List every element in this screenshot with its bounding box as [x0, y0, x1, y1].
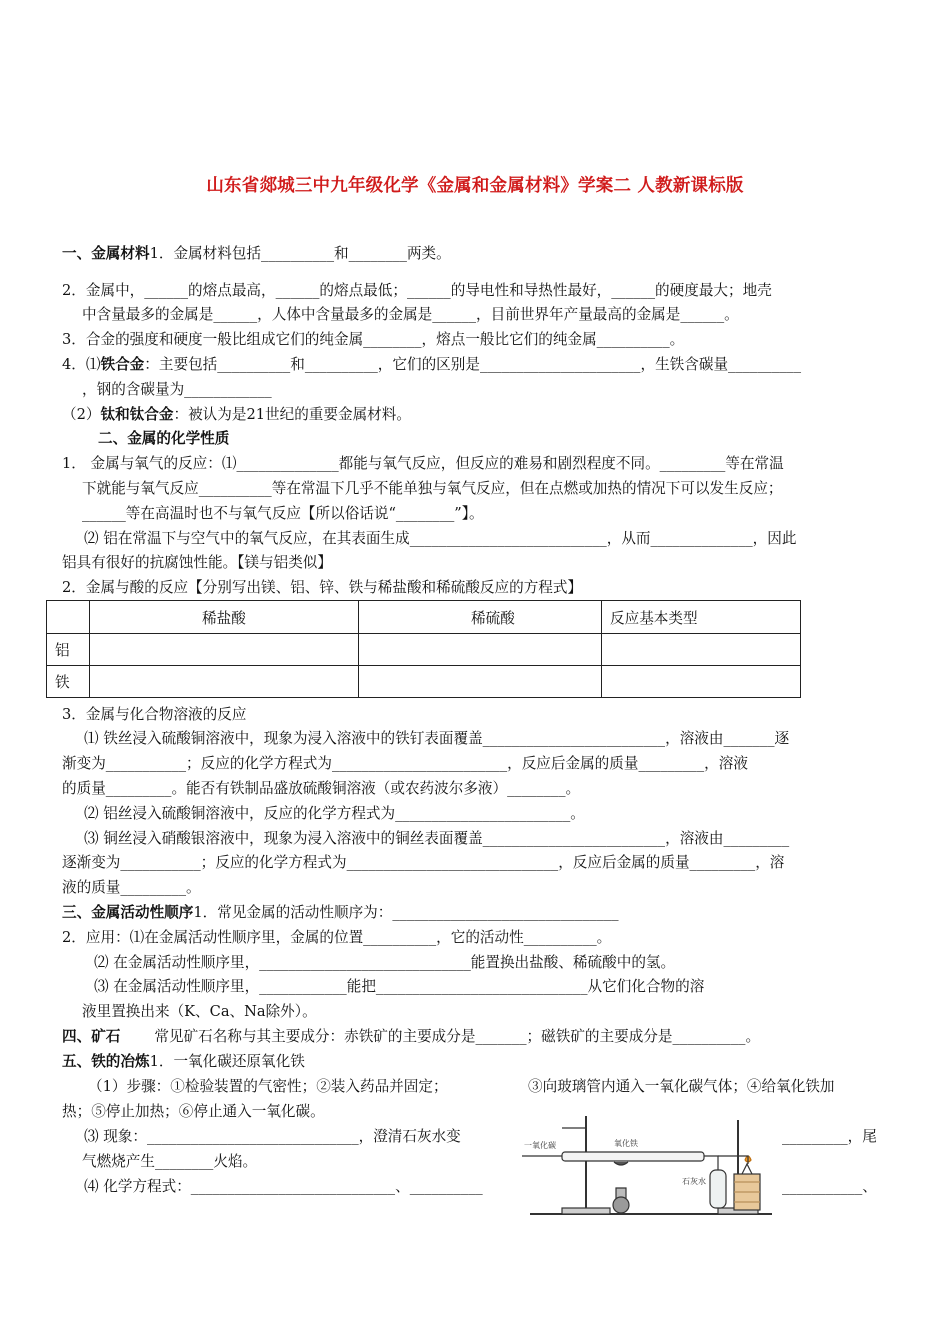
q4-text-cont: ，钢的含碳量为____________ — [82, 381, 272, 398]
s5-equation-text-b: ___________、 — [782, 1178, 877, 1195]
co-reduction-apparatus-figure — [522, 1108, 780, 1220]
s2-q2-text: 2．金属与酸的反应【分别写出镁、铝、锌、铁与稀盐酸和稀硫酸反应的方程式】 — [62, 579, 583, 596]
s3-q2-3-text: ⑶ 在金属活动性顺序里，____________能把_____________________________从它们化合物的溶 — [94, 978, 705, 995]
section-3-heading: 三、金属活动性顺序 — [62, 904, 194, 921]
limewater-label: 石灰水 — [682, 1177, 706, 1186]
s2-q1-2-text: ⑵ 铝在常温下与空气中的氧气反应，在其表面生成___________________________，从而______________，因此 — [84, 530, 797, 547]
s2-q1-text-2: 下就能与氧气反应__________等在常温下几乎不能单独与氧气反应，但在点燃或加热的情况下可以发生反应； — [82, 480, 783, 497]
s3-q2-3-text-2: 液里置换出来（K、Ca、Na除外）。 — [82, 1003, 317, 1020]
table-cell — [359, 666, 602, 698]
table-header-cell: 反应基本类型 — [602, 601, 801, 634]
s2-q3-1-text-3: 的质量_________。能否有铁制品盛放硫酸铜溶液（或农药波尔多液）________。 — [62, 780, 581, 797]
s5-equation-text: ⑷ 化学方程式：____________________________、__________ — [84, 1178, 483, 1195]
section-1-heading: 一、金属材料 — [62, 245, 150, 262]
q3-text: 3．合金的强度和硬度一般比组成它们的纯金属________，熔点一般比它们的纯金属__________。 — [62, 331, 685, 348]
section-4-line: 四、矿石 常见矿石名称与其主要成分：赤铁矿的主要成分是_______；磁铁矿的主要成分是__________。 — [62, 1028, 761, 1045]
s2-q1-2-text-2: 铝具有很好的抗腐蚀性能。【镁与铝类似】 — [62, 554, 332, 571]
table-cell — [359, 634, 602, 666]
table-cell: 铁 — [47, 666, 90, 698]
q4-2-text: （2）钛和钛合金：被认为是21世纪的重要金属材料。 — [62, 406, 411, 423]
s2-q3-3-text-3: 液的质量_________。 — [62, 879, 201, 896]
s3-q2-text: 2．应用：⑴在金属活动性顺序里，金属的位置__________，它的活动性__________。 — [62, 929, 612, 946]
s2-q3-text: 3．金属与化合物溶液的反应 — [62, 706, 247, 723]
s5-steps-text-2: 热；⑤停止加热；⑥停止通入一氧化碳。 — [62, 1103, 325, 1120]
section-5-heading: 五、铁的冶炼 — [62, 1053, 150, 1070]
q2-text-cont: 中含量最多的金属是______，人体中含量最多的金属是______，目前世界年产量最高的金属是______。 — [82, 306, 739, 323]
table-header-cell — [47, 601, 90, 634]
q2-text: 2．金属中，______的熔点最高，______的熔点最低；______的导电性和导热性最好，______的硬度最大；地壳 — [62, 282, 772, 299]
q4-text: 4．⑴铁合金：主要包括__________和__________，它们的区别是______________________，生铁含碳量__________ — [62, 356, 802, 373]
s5-phenomenon-text-b: _________，尾 — [782, 1128, 877, 1145]
iron-alloy-term: 铁合金 — [100, 356, 145, 373]
section-1-line-1 — [62, 244, 451, 264]
s5-phenomenon-text: ⑶ 现象：_____________________________，澄清石灰水变 — [84, 1128, 461, 1145]
s5-steps-text: （1）步骤：①检验装置的气密性；②装入药品并固定； — [88, 1078, 448, 1095]
s3-q2-2-text: ⑵ 在金属活动性顺序里，_____________________________能置换出盐酸、稀硫酸中的氢。 — [94, 954, 676, 971]
table-cell: 铝 — [47, 634, 90, 666]
table-row — [47, 666, 801, 698]
table-header-row — [47, 601, 801, 634]
table-cell — [90, 666, 359, 698]
s2-q3-3-text: ⑶ 铜丝浸入硝酸银溶液中，现象为浸入溶液中的铜丝表面覆盖_________________________，溶液由_________ — [84, 830, 790, 847]
s5-steps-text-b: ③向玻璃管内通入一氧化碳气体；④给氧化铁加 — [528, 1078, 835, 1095]
table-cell — [602, 634, 801, 666]
table-cell — [90, 634, 359, 666]
table-header-cell: 稀硫酸 — [359, 601, 602, 634]
section-4-heading: 四、矿石 — [62, 1028, 121, 1045]
s2-q3-3-text-2: 逐渐变为___________；反应的化学方程式为_____________________________，反应后金属的质量_________，溶 — [62, 854, 785, 871]
s2-q3-2-text: ⑵ 铝丝浸入硫酸铜溶液中，反应的化学方程式为________________________。 — [84, 805, 585, 822]
s2-q3-1-text-2: 渐变为___________；反应的化学方程式为________________________，反应后金属的质量_________，溶液 — [62, 755, 748, 772]
page-title: 山东省郯城三中九年级化学《金属和金属材料》学案二 人教新课标版 — [206, 176, 744, 196]
titanium-term: 钛和钛合金 — [100, 406, 174, 423]
s2-q1-text: 1． 金属与氧气的反应：⑴______________都能与氧气反应，但反应的难易和剧烈程度不同。_________等在常温 — [62, 455, 784, 472]
acid-reaction-table — [46, 600, 801, 698]
section-2-heading: 二、金属的化学性质 — [98, 430, 230, 447]
co-label: 一氧化碳 — [524, 1141, 556, 1150]
s5-phenomenon-text-2: 气燃烧产生________火焰。 — [82, 1153, 258, 1170]
table-header-cell: 稀盐酸 — [90, 601, 359, 634]
fe2o3-label: 氧化铁 — [614, 1139, 638, 1148]
table-row — [47, 634, 801, 666]
q1-text: 1．金属材料包括__________和________两类。 — [149, 245, 451, 262]
table-cell — [602, 666, 801, 698]
section-5-line: 五、铁的冶炼1．一氧化碳还原氧化铁 — [62, 1053, 305, 1070]
section-3-line-1: 三、金属活动性顺序1．常见金属的活动性顺序为：_______________________________ — [62, 904, 619, 921]
s2-q1-text-3: ______等在高温时也不与氧气反应【所以俗话说“________”】。 — [82, 505, 484, 522]
s2-q3-1-text: ⑴ 铁丝浸入硫酸铜溶液中，现象为浸入溶液中的铁钉表面覆盖_________________________，溶液由_______逐 — [84, 730, 790, 747]
